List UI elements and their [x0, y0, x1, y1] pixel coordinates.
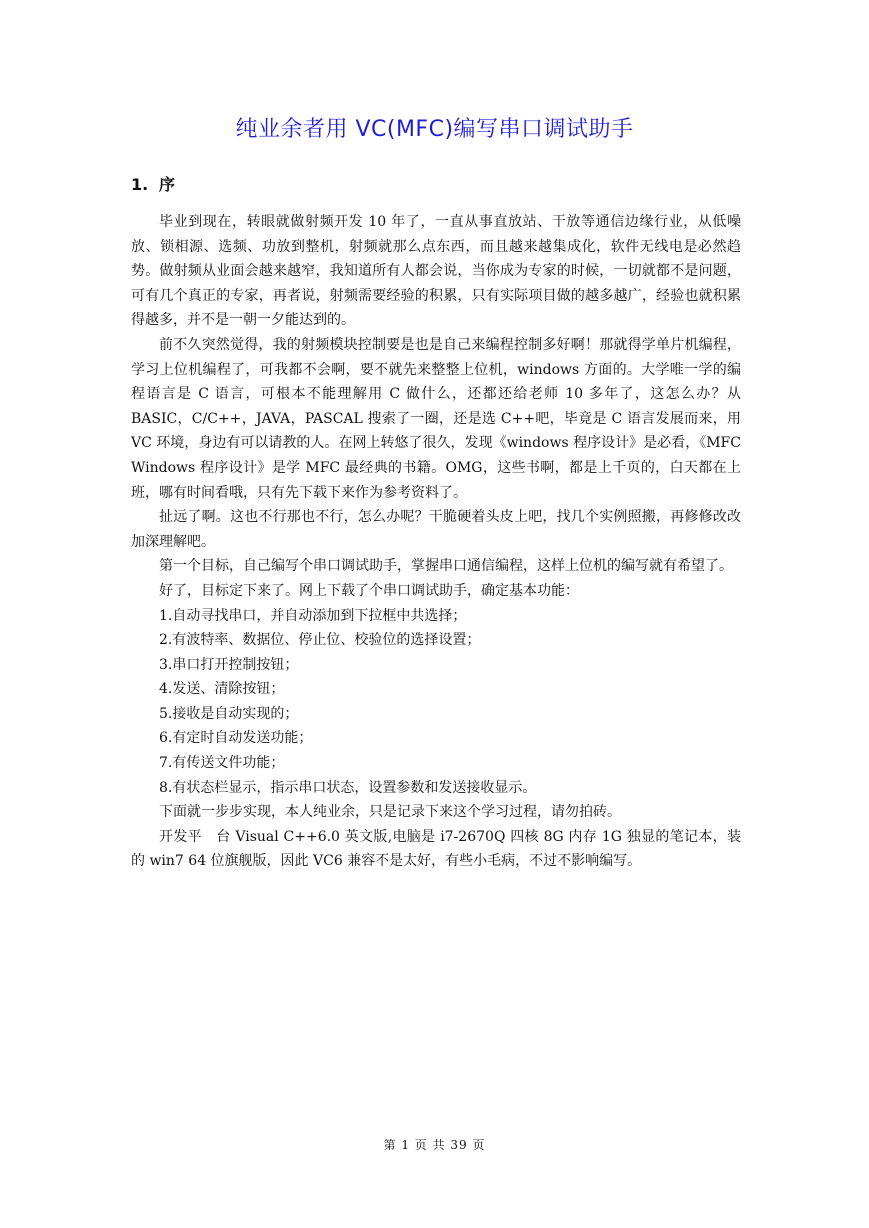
paragraph: 前不久突然觉得，我的射频模块控制要是也是自己来编程控制多好啊！那就得学单片机编程，学习上位机编程了，可我都不会啊，要不就先来整整上位机，windows 方面的。大学唯一学的编程语言是 C 语言，可根本不能理解用 C 做什么，还都还给老师 10 多年了，这怎么办？从 BASIC，C/C++，JAVA，PASCAL 搜索了一圈，还是选 C++吧，毕竟是 C 语言发展而来，用 VC 环境，身边有可以请教的人。在网上转悠了很久，发现《windows 程序设计》是必看，《MFC Windows 程序设计》是学 MFC 最经典的书籍。OMG，这些书啊，都是上千页的，白天都在上班，哪有时间看哦，只有先下载下来作为参考资料了。 — [131, 336, 741, 501]
feature-item: 2.有波特率、数据位、停止位、校验位的选择设置； — [159, 632, 481, 649]
section-heading — [131, 172, 175, 195]
section-heading-text: 序 — [159, 175, 176, 194]
paragraph: 好了，目标定下来了。网上下载了个串口调试助手，确定基本功能： — [159, 582, 579, 599]
paragraph: 扯远了啊。这也不行那也不行，怎么办呢？干脆硬着头皮上吧，找几个实例照搬，再修修改改加深理解吧。 — [131, 509, 741, 550]
document-body — [131, 210, 741, 874]
document-title: 纯业余者用 VC(MFC)编写串口调试助手 — [235, 117, 634, 142]
feature-item: 8.有状态栏显示，指示串口状态，设置参数和发送接收显示。 — [159, 779, 537, 796]
feature-item: 3.串口打开控制按钮； — [159, 656, 299, 673]
paragraph: 毕业到现在，转眼就做射频开发 10 年了，一直从事直放站、干放等通信边缘行业，从低噪放、锁相源、选频、功放到整机，射频就那么点东西，而且越来越集成化，软件无线电是必然趋势。做射频从业面会越来越窄，我知道所有人都会说，当你成为专家的时候，一切就都不是问题，可有几个真正的专家，再者说，射频需要经验的积累，只有实际项目做的越多越广，经验也就积累得越多，并不是一朝一夕能达到的。 — [131, 214, 741, 329]
feature-item: 7.有传送文件功能； — [159, 755, 285, 772]
feature-item: 1.自动寻找串口，并自动添加到下拉框中共选择； — [159, 607, 467, 624]
section-number: 1. — [131, 175, 149, 194]
paragraph: 开发平 台 Visual C++6.0 英文版,电脑是 i7-2670Q 四核 8G 内存 1G 独显的笔记本，装的 win7 64 位旗舰版，因此 VC6 兼容不是太好，有些小毛病，不过不影响编写。 — [131, 828, 741, 870]
paragraph: 第一个目标，自己编写个串口调试助手，掌握串口通信编程，这样上位机的编写就有希望了。 — [159, 558, 733, 575]
page-footer: 第 1 页 共 39 页 — [383, 1138, 486, 1152]
feature-item: 5.接收是自动实现的； — [159, 705, 299, 722]
feature-item: 6.有定时自动发送功能； — [159, 730, 313, 747]
feature-item: 4.发送、清除按钮； — [159, 681, 285, 698]
paragraph: 下面就一步步实现，本人纯业余，只是记录下来这个学习过程，请勿拍砖。 — [159, 804, 621, 821]
